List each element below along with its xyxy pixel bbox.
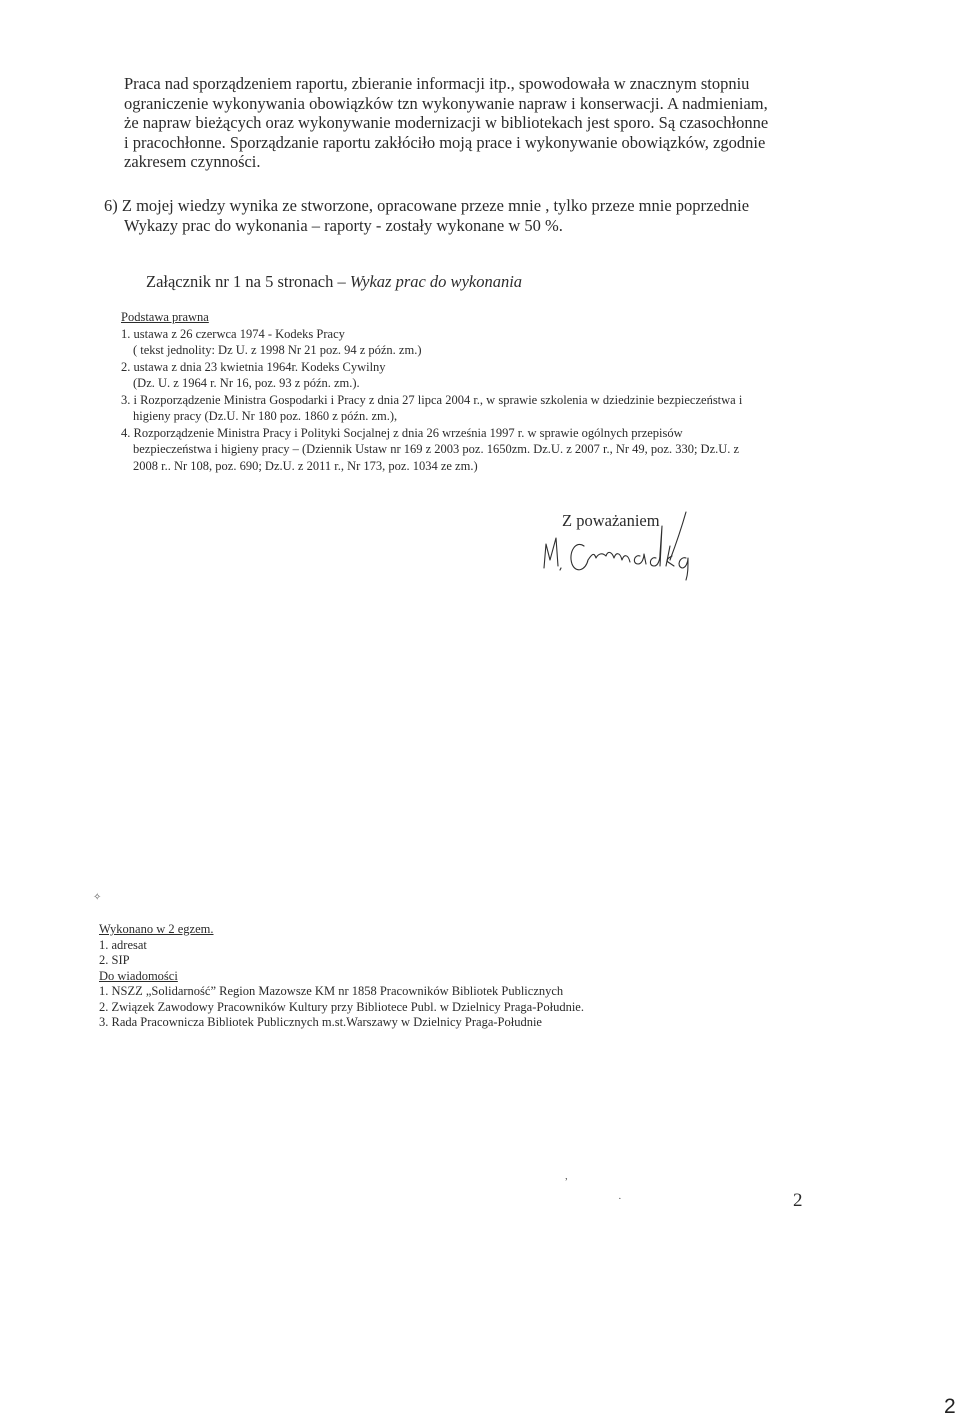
- legal-item: 2. ustawa z dnia 23 kwietnia 1964r. Kodeks Cywilny: [121, 359, 386, 374]
- stray-mark: ✧: [93, 892, 102, 903]
- copy-item: 1. adresat: [99, 937, 147, 952]
- text-line: Wykazy prac do wykonania – raporty - zostały wykonane w 50 %.: [124, 215, 563, 235]
- legal-item-cont: 2008 r.. Nr 108, poz. 690; Dz.U. z 2011 r., Nr 173, poz. 1034 ze zm.): [133, 458, 478, 473]
- legal-item-cont: bezpieczeństwa i higieny pracy – (Dziennik Ustaw nr 169 z 2003 poz. 1650zm. Dz.U. z 2007 r., Nr 49, poz. 330; Dz.U. z: [133, 442, 740, 456]
- legal-item: 1. ustawa z 26 czerwca 1974 - Kodeks Pracy: [121, 326, 345, 341]
- handwritten-signature: [536, 508, 696, 584]
- notice-item: 2. Związek Zawodowy Pracowników Kultury przy Bibliotece Publ. w Dzielnicy Praga-Południe.: [99, 999, 584, 1014]
- text-line: i pracochłonne. Sporządzanie raportu zakłóciło moją prace i wykonywanie obowiązków, zgodnie: [124, 132, 766, 152]
- copy-item: 2. SIP: [99, 953, 130, 967]
- page-number: 2: [793, 1190, 803, 1211]
- attachment-title: Wykaz prac do wykonania: [349, 272, 523, 291]
- legal-basis-heading: Podstawa prawna: [121, 310, 209, 324]
- text-line: ograniczenie wykonywania obowiązków tzn wykonywanie napraw i konserwacji. A nadmieniam,: [124, 93, 768, 113]
- legal-item-cont: higieny pracy (Dz.U. Nr 180 poz. 1860 z późn. zm.),: [133, 409, 398, 423]
- notice-heading: Do wiadomości: [99, 968, 178, 983]
- text-line: zakresem czynności.: [124, 152, 261, 171]
- legal-item-cont: ( tekst jednolity: Dz U. z 1998 Nr 21 poz. 94 z późn. zm.): [133, 343, 422, 357]
- page-number-corner: 2: [944, 1395, 956, 1418]
- stray-mark: ·: [618, 1193, 622, 1205]
- legal-item: 3. i Rozporządzenie Ministra Gospodarki i Pracy z dnia 27 lipca 2004 r., w sprawie szkolenia w dziedzinie bezpieczeństwa i: [121, 392, 743, 407]
- text-line: 6) Z mojej wiedzy wynika ze stworzone, opracowane przeze mnie , tylko przeze mnie poprzednie: [104, 196, 750, 215]
- copies-heading: Wykonano w 2 egzem.: [99, 922, 214, 936]
- paragraph-point-6: [104, 196, 816, 235]
- text-line: że napraw bieżących oraz wykonywanie modernizacji w bibliotekach jest sporo. Są czasochłonne: [124, 113, 769, 132]
- attachment-prefix: Załącznik nr 1 na 5 stronach –: [146, 272, 350, 291]
- stray-mark: ,: [565, 1170, 568, 1182]
- closing-salutation: Z poważaniem: [562, 511, 660, 530]
- text-line: Praca nad sporządzeniem raportu, zbieranie informacji itp., spowodowała w znacznym stopniu: [124, 74, 750, 93]
- attachment-note: [146, 272, 766, 292]
- legal-item: 4. Rozporządzenie Ministra Pracy i Polityki Socjalnej z dnia 26 września 1997 r. w sprawie ogólnych przepisów: [121, 425, 683, 440]
- legal-item-cont: (Dz. U. z 1964 r. Nr 16, poz. 93 z późn. zm.).: [133, 376, 360, 390]
- paragraph-report-impact: [124, 74, 814, 172]
- distribution-footer: [99, 922, 799, 1031]
- legal-basis: [121, 309, 821, 474]
- notice-item: 3. Rada Pracownicza Bibliotek Publicznych m.st.Warszawy w Dzielnicy Praga-Południe: [99, 1015, 542, 1029]
- notice-item: 1. NSZZ „Solidarność” Region Mazowsze KM nr 1858 Pracowników Bibliotek Publicznych: [99, 984, 564, 998]
